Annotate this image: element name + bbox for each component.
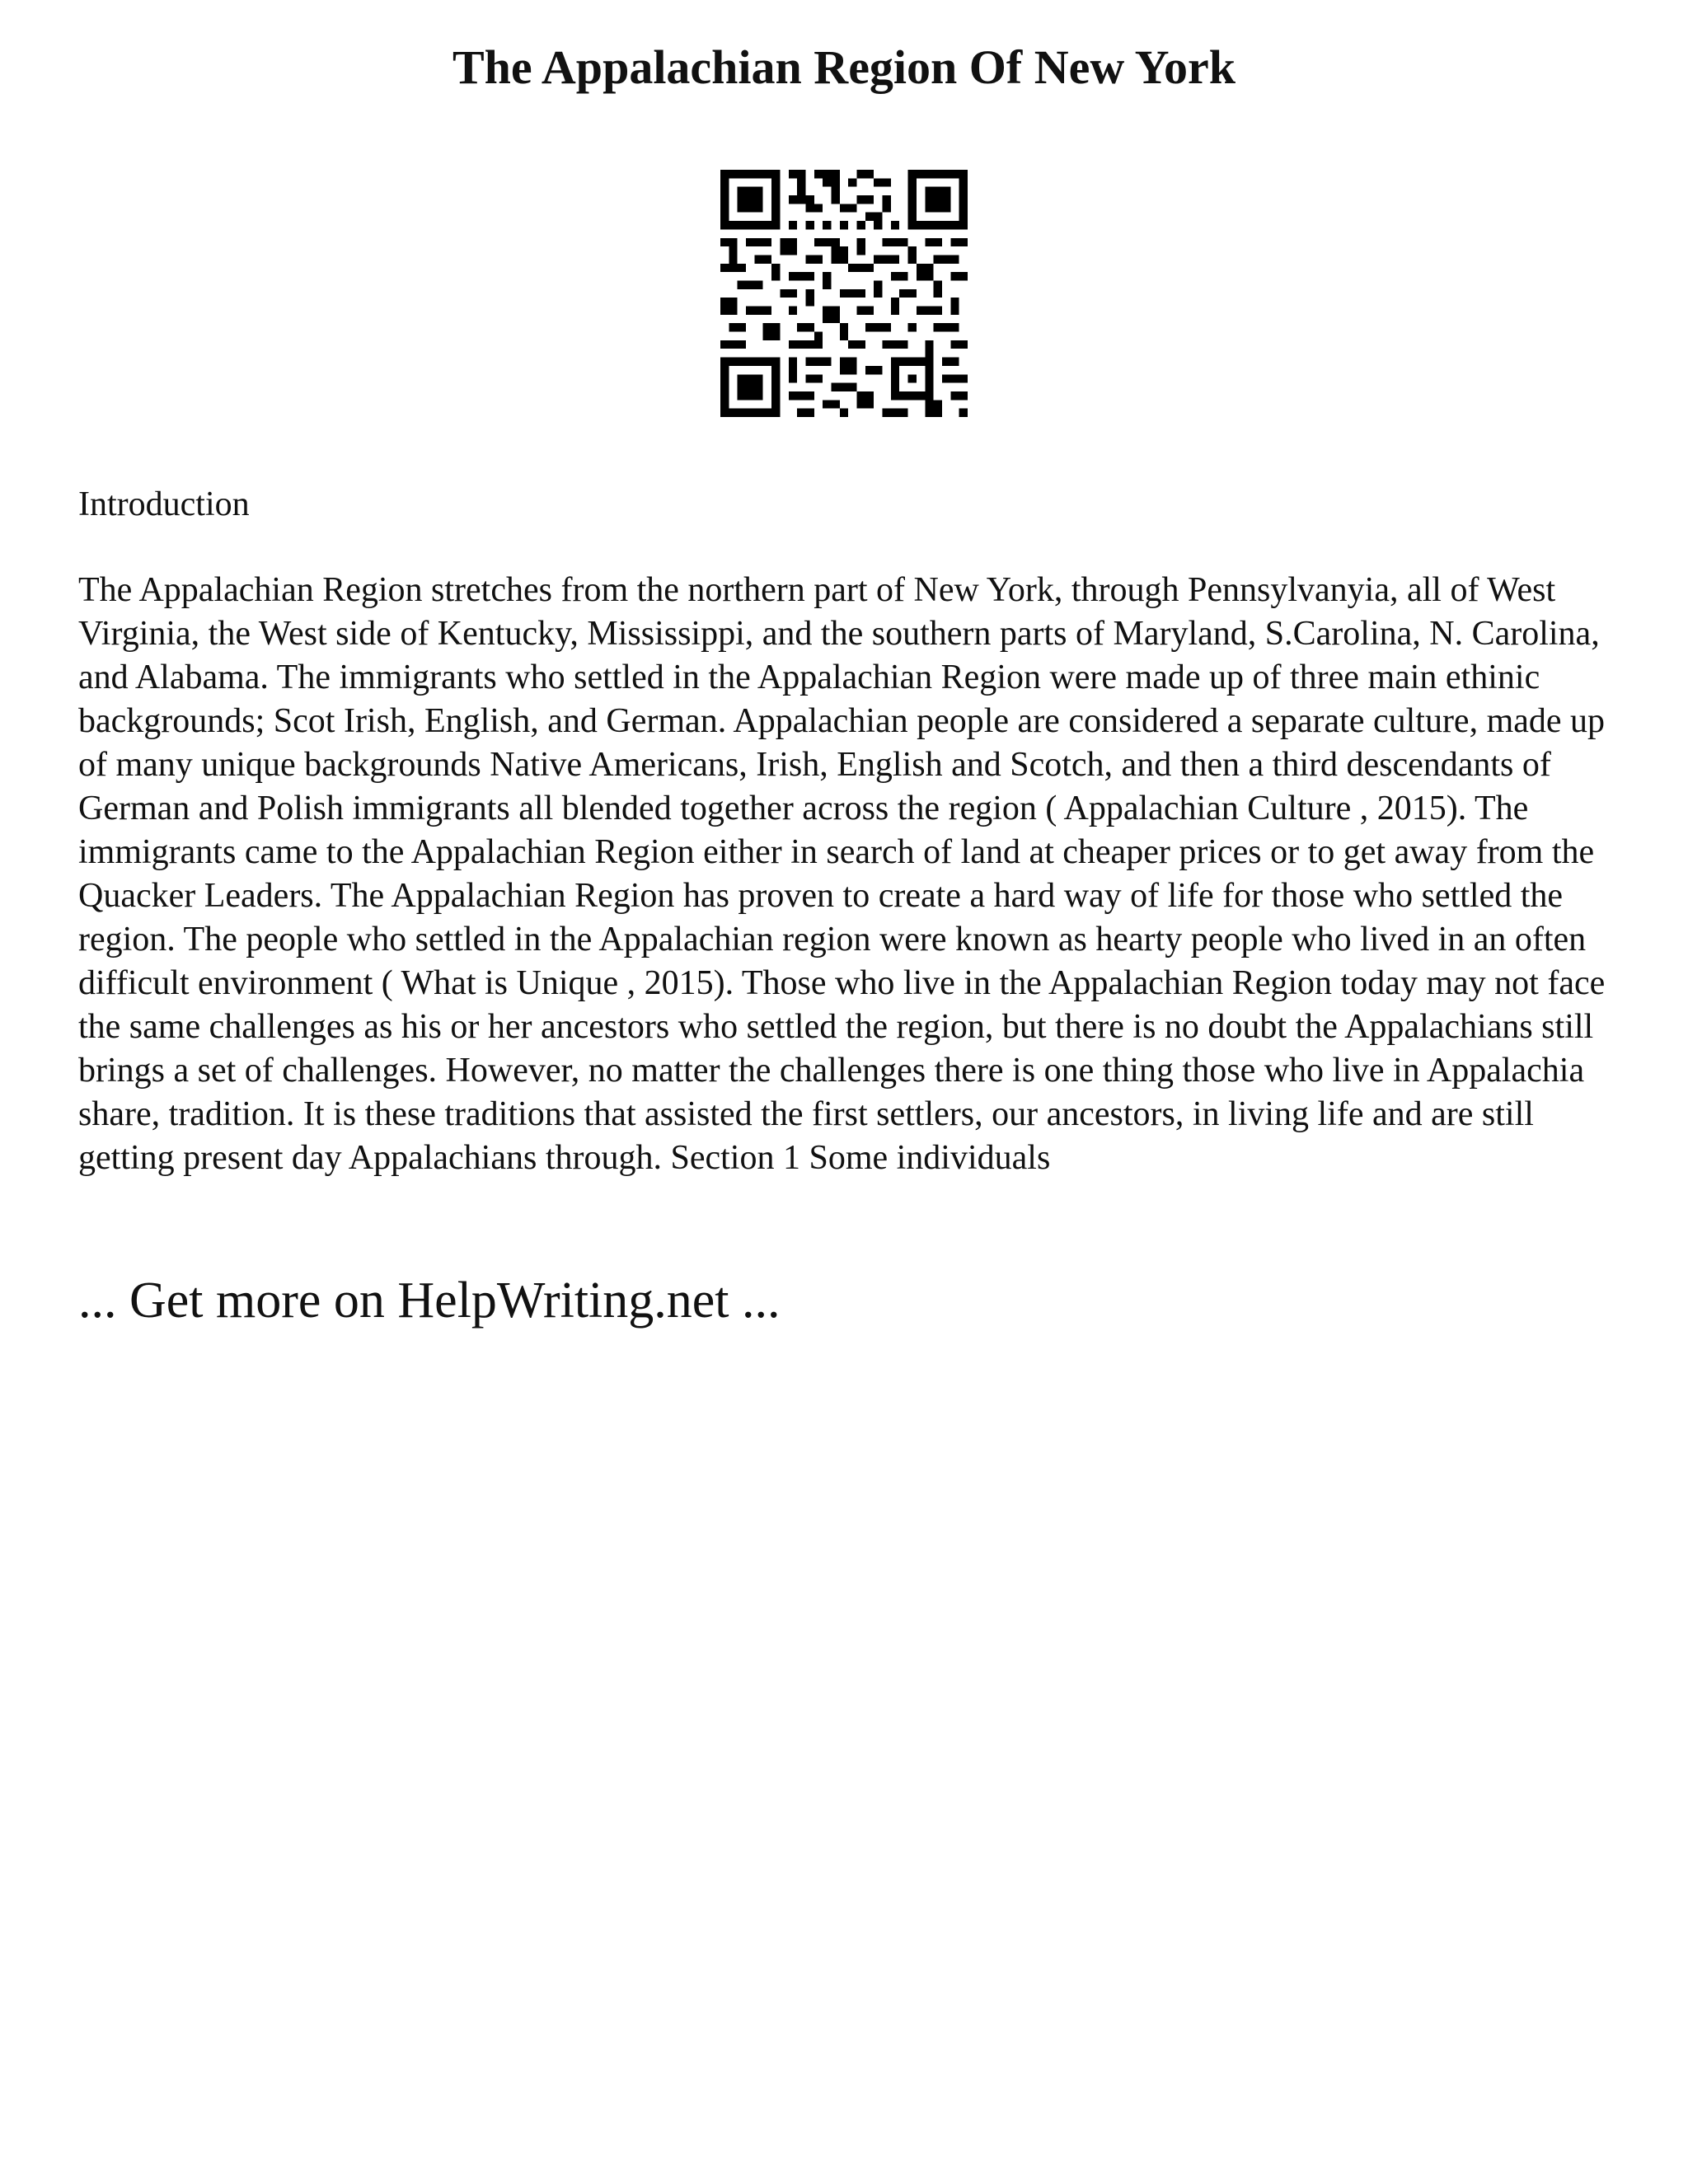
get-more-link[interactable]: ... Get more on HelpWriting.net ... — [78, 1272, 781, 1329]
qr-code-graphic — [720, 170, 968, 417]
body-paragraph: The Appalachian Region stretches from the northern part of New York, through Pennsylvanyia, all of West Virginia, the West side of Kentucky, Mississippi, and the southern parts of Maryland, S.Carolina, N. Carolina, and Alabama. The immigrants who settled in the Appalachian Region were made up of three main ethinic backgrounds; Scot Irish, English, and German. Appalachian people are considered a separate culture, made up of many unique backgrounds Native Americans, Irish, English and Scotch, and then a third descendants of German and Polish immigrants all blended together across the region ( Appalachian Culture , 2015). The immigrants came to the Appalachian Region either in search of land at cheaper prices or to get away from the Quacker Leaders. The Appalachian Region has proven to create a hard way of life for those who settled the region. The people who settled in the Appalachian region were known as hearty people who lived in an often difficult environment ( What is Unique , 2015). Those who live in the Appalachian Region today may not face the same challenges as his or her ancestors who settled the region, but there is no doubt the Appalachians still brings a set of challenges. However, no matter the challenges there is one thing those who live in Appalachia share, tradition. It is these traditions that assisted the first settlers, our ancestors, in living life and are still getting present day Appalachians through. Section 1 Some individuals — [78, 571, 1606, 1177]
qr-code-icon[interactable] — [720, 170, 968, 417]
document-title: The Appalachian Region Of New York — [452, 40, 1236, 94]
section-heading-introduction: Introduction — [78, 485, 250, 523]
